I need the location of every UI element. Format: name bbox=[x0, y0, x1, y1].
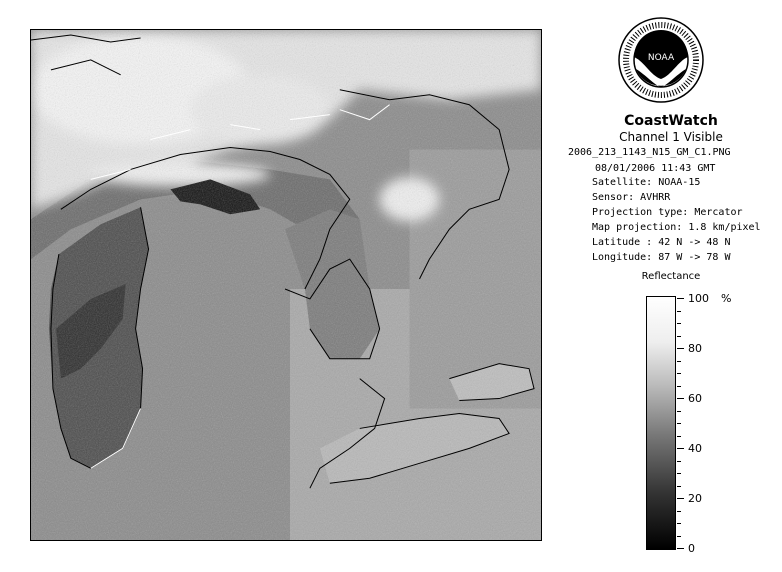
colorbar-tick bbox=[677, 423, 681, 424]
colorbar-tick bbox=[677, 498, 684, 499]
satellite-label: Satellite: NOAA-15 bbox=[592, 177, 701, 188]
reflectance-colorbar bbox=[646, 296, 676, 550]
colorbar-tick bbox=[677, 298, 684, 299]
image-noise bbox=[31, 30, 541, 540]
map-image bbox=[31, 30, 541, 540]
colorbar-tick-label: 0 bbox=[688, 542, 695, 555]
noaa-logo-graphic bbox=[618, 17, 704, 103]
channel-subtitle: Channel 1 Visible bbox=[619, 130, 723, 144]
colorbar-tick-label: 100 bbox=[688, 292, 709, 305]
colorbar-tick bbox=[677, 511, 681, 512]
satellite-map bbox=[30, 29, 542, 541]
colorbar-tick bbox=[677, 323, 681, 324]
projection-type-label: Projection type: Mercator bbox=[592, 207, 743, 218]
colorbar-tick bbox=[677, 436, 681, 437]
colorbar-tick-label: 40 bbox=[688, 442, 702, 455]
colorbar-tick bbox=[677, 461, 681, 462]
colorbar-tick bbox=[677, 473, 681, 474]
colorbar-tick bbox=[677, 398, 684, 399]
legend-title: Reflectance bbox=[641, 271, 701, 282]
colorbar-tick-label: 80 bbox=[688, 342, 702, 355]
map-projection-label: Map projection: 1.8 km/pixel bbox=[592, 222, 761, 233]
date-time: 08/01/2006 11:43 GMT bbox=[595, 163, 716, 174]
noaa-logo bbox=[618, 17, 704, 103]
colorbar-tick bbox=[677, 311, 681, 312]
legend-unit: % bbox=[721, 292, 732, 305]
longitude-label: Longitude: 87 W -> 78 W bbox=[592, 252, 731, 263]
colorbar-tick bbox=[677, 386, 681, 387]
latitude-label: Latitude : 42 N -> 48 N bbox=[592, 237, 731, 248]
colorbar-tick bbox=[677, 523, 681, 524]
colorbar-tick bbox=[677, 348, 684, 349]
colorbar-tick-label: 60 bbox=[688, 392, 702, 405]
sensor-label: Sensor: AVHRR bbox=[592, 192, 671, 203]
colorbar-tick bbox=[677, 411, 681, 412]
noaa-logo-text: NOAA bbox=[647, 53, 675, 63]
colorbar-tick bbox=[677, 486, 681, 487]
colorbar-tick bbox=[677, 336, 681, 337]
colorbar-tick bbox=[677, 448, 684, 449]
colorbar-tick bbox=[677, 373, 681, 374]
file-name: 2006_213_1143_N15_GM_C1.PNG bbox=[568, 147, 731, 158]
colorbar-tick-label: 20 bbox=[688, 492, 702, 505]
colorbar-tick bbox=[677, 548, 684, 549]
colorbar-tick bbox=[677, 361, 681, 362]
colorbar-tick bbox=[677, 536, 681, 537]
app-title: CoastWatch bbox=[624, 113, 718, 129]
